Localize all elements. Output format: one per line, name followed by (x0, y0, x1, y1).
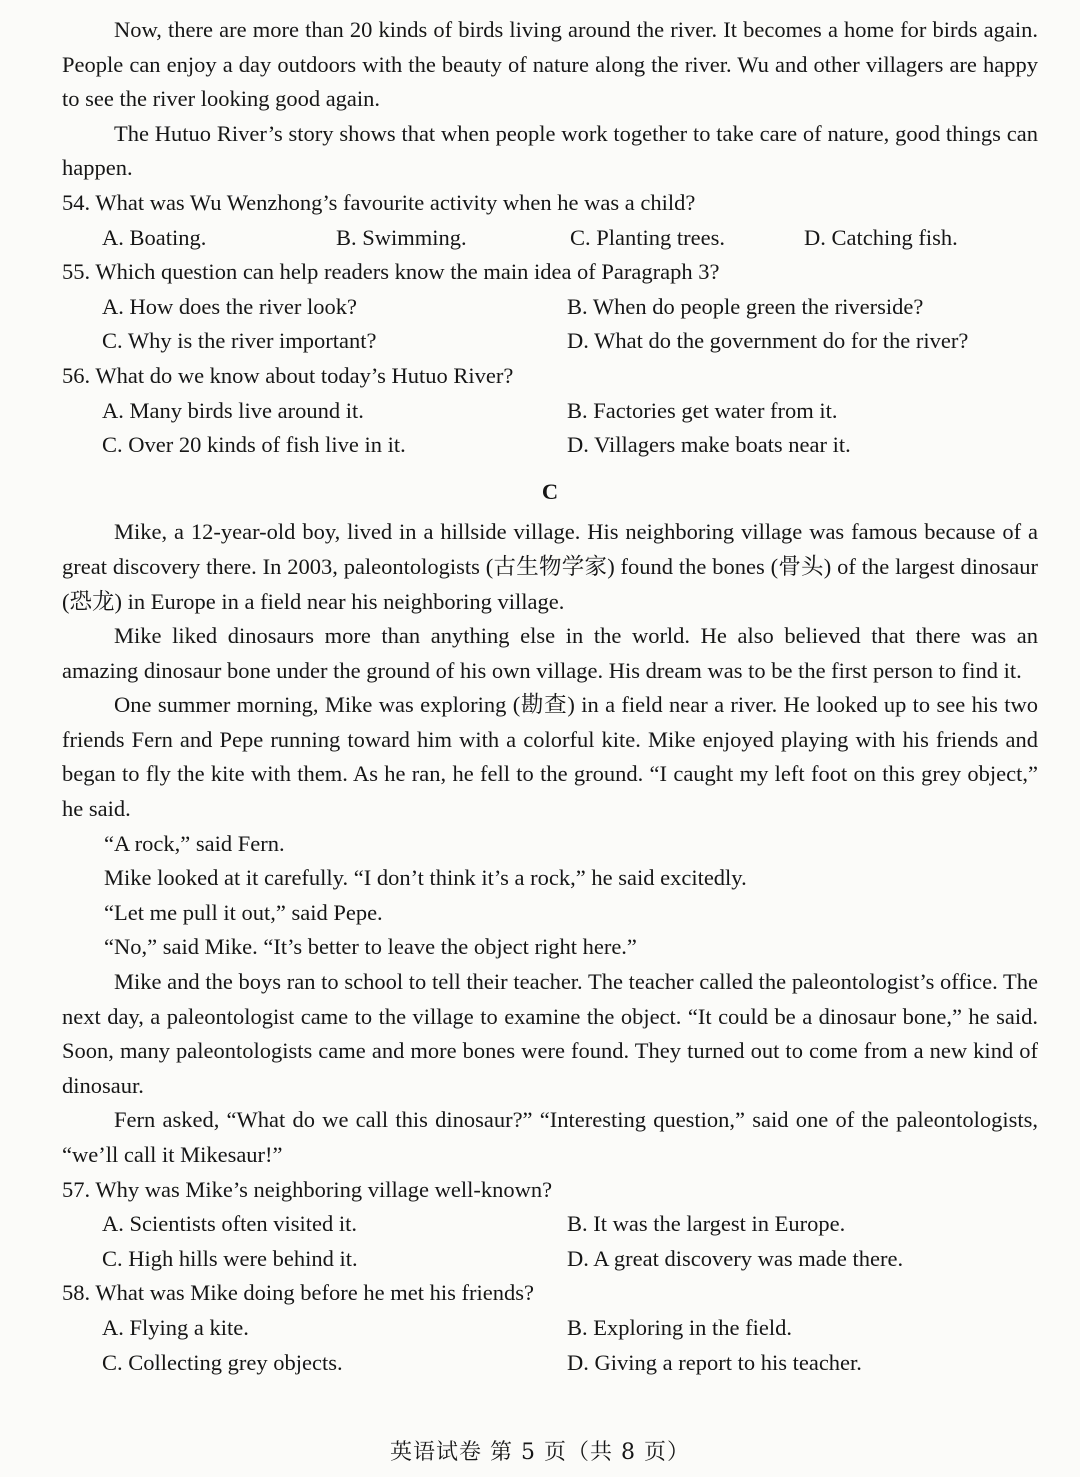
option-b: B. Swimming. (336, 224, 467, 250)
paragraph-b-1: Now, there are more than 20 kinds of birds living around the river. It becomes a home for birds again. People can enjoy a day outdoors with the beauty of nature along the river. Wu and other villagers are happy to see the river looking good again. (62, 17, 1038, 112)
option-d: D. Catching fish. (804, 224, 958, 250)
option-a: A. Scientists often visited it. (102, 1211, 357, 1237)
option-a: A. Boating. (102, 224, 207, 250)
option-b: B. Exploring in the field. (567, 1314, 792, 1340)
question-55 (62, 255, 1038, 359)
paragraph-c-4: Mike and the boys ran to school to tell their teacher. The teacher called the paleontologist’s office. The next day, a paleontologist came to the village to examine the object. “It could be a dinosaur bone,” he said. Soon, many paleontologists came and more bones were found. They turned out to come from a new kind of dinosaur. (62, 969, 1038, 1098)
question-57 (62, 1173, 1038, 1277)
question-58 (62, 1276, 1038, 1380)
dialogue-line: “Let me pull it out,” said Pepe. (104, 899, 383, 925)
option-c: C. High hills were behind it. (102, 1245, 358, 1271)
option-list (62, 221, 1038, 256)
option-d: D. What do the government do for the river? (567, 328, 969, 354)
dialogue-line: “A rock,” said Fern. (104, 830, 285, 856)
question-54 (62, 186, 1038, 255)
option-c: C. Over 20 kinds of fish live in it. (102, 432, 406, 458)
option-c: C. Collecting grey objects. (102, 1349, 343, 1375)
option-list (62, 1207, 1038, 1276)
option-list (62, 394, 1038, 463)
question-stem: 57. Why was Mike’s neighboring village well-known? (62, 1176, 553, 1202)
question-stem: 55. Which question can help readers know the main idea of Paragraph 3? (62, 259, 720, 285)
option-c: C. Planting trees. (570, 224, 725, 250)
question-stem: 58. What was Mike doing before he met his friends? (62, 1280, 534, 1306)
option-d: D. A great discovery was made there. (567, 1245, 904, 1271)
option-c: C. Why is the river important? (102, 328, 377, 354)
question-stem: 54. What was Wu Wenzhong’s favourite activity when he was a child? (62, 189, 696, 215)
question-56 (62, 359, 1038, 463)
dialogue-line: “No,” said Mike. “It’s better to leave the object right here.” (104, 934, 637, 960)
paragraph-c-3: One summer morning, Mike was exploring (勘查) in a field near a river. He looked up to see his two friends Fern and Pepe running toward him with a colorful kite. Mike enjoyed playing with his friends and began to fly the kite with them. As he ran, he fell to the ground. “I caught my left foot on this grey object,” he said. (62, 692, 1038, 822)
paragraph-b-2: The Hutuo River’s story shows that when people work together to take care of nature, good things can happen. (62, 120, 1038, 181)
paragraph-c-1: Mike, a 12-year-old boy, lived in a hillside village. His neighboring village was famous because of a great discovery there. In 2003, paleontologists (古生物学家) found the bones (骨头) of the largest dinosaur (恐龙) in Europe in a field near his neighboring village. (62, 519, 1038, 614)
paragraph-c-2: Mike liked dinosaurs more than anything else in the world. He also believed that there was an amazing dinosaur bone under the ground of his own village. His dream was to be the first person to find it. (62, 623, 1038, 683)
option-d: D. Villagers make boats near it. (567, 432, 851, 458)
option-a: A. Many birds live around it. (102, 397, 364, 423)
dialogue-line: Mike looked at it carefully. “I don’t think it’s a rock,” he said excitedly. (104, 865, 747, 891)
paragraph-c-5: Fern asked, “What do we call this dinosaur?” “Interesting question,” said one of the paleontologists, “we’ll call it Mikesaur!” (62, 1107, 1038, 1167)
option-b: B. When do people green the riverside? (567, 293, 924, 319)
section-c-title: C (541, 478, 559, 504)
option-list (62, 290, 1038, 359)
option-b: B. Factories get water from it. (567, 397, 838, 423)
option-d: D. Giving a report to his teacher. (567, 1349, 862, 1375)
option-a: A. How does the river look? (102, 293, 357, 319)
option-a: A. Flying a kite. (102, 1314, 249, 1340)
question-stem: 56. What do we know about today’s Hutuo River? (62, 362, 514, 388)
option-list (62, 1311, 1038, 1380)
option-b: B. It was the largest in Europe. (567, 1211, 846, 1237)
page-footer: 英语试卷 第 5 页（共 8 页） (390, 1440, 690, 1465)
page-content (62, 13, 1038, 1380)
